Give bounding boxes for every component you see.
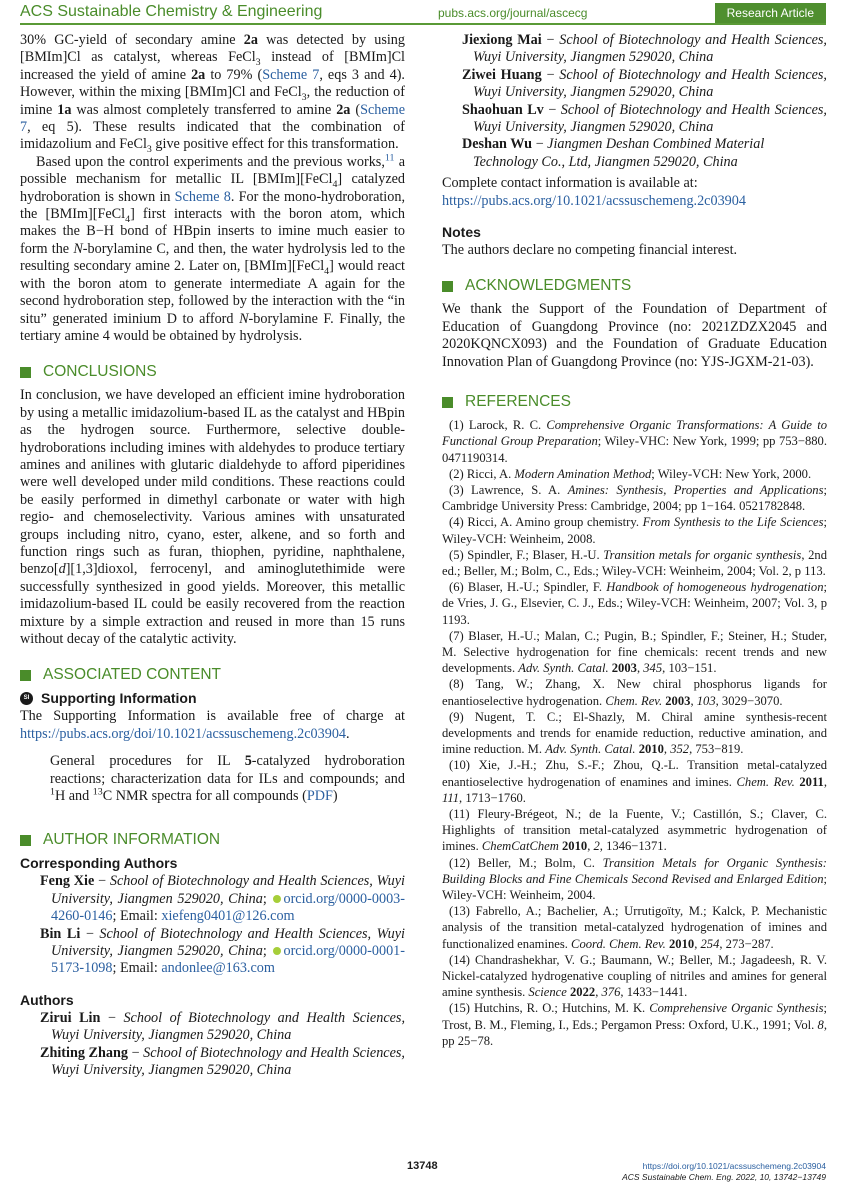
text-run: 2010 [558,839,588,854]
text-run: , 1346−1371. [599,839,667,854]
text-run: (3) Lawrence, S. A. [449,482,568,497]
text-run: Comprehensive Organic Synthesis [649,1001,824,1016]
section-heading-author-information [20,831,405,849]
text-run: . [346,725,350,742]
text-run: ; Wiley-VCH: Weinheim, 2008. [442,515,827,546]
text-run: 2a [336,101,351,118]
text-run: 2003 [608,661,637,676]
text-run: 13 [92,786,103,798]
page-header [20,3,826,23]
corresponding-author-entry [40,873,405,925]
author-entry [40,1045,405,1080]
text-run: 2a [243,32,258,48]
acknowledgments-text: We thank the Support of the Foundation of Department of Education of Guangdong Province (no: 2021ZDZX2045 and 2020KQNCX093) and the Foundation of Graduate Education Innovation Plan of Guangdong Province (no: YJS-JGXM-21-03). [442,301,827,370]
section-square-icon [442,397,453,408]
text-run: -borylamine F. Finally, the tertiary amine 4 would be obtained by hydrolysis. [20,310,406,344]
text-run: , 273−287. [719,936,774,951]
text-run: ; de Vries, J. G., Elsevier, C. J., Eds.; Wiley-VCH: Weinheim, 2007; Vol. 3, p 1193. [442,580,827,627]
text-run: instead of [BMIm]Cl increased the yield of amine [20,49,405,83]
text-run: − [541,32,560,48]
text-run: , eq 5). These results indicated that the combination of imidazolium and FeCl [20,119,405,153]
text-run: School of Biotechnology and Health Sciences, Wuyi University, Jiangmen 529020, China [473,66,827,101]
text-run: ; Wiley-VCH: New York, 2000. [651,466,812,481]
text-run: -borylamine C, and then, the water hydrolysis led to the resulting secondary amine 2. Later on, [BMIm][FeCl [20,240,405,275]
text-run: − [94,873,110,890]
text-run: H and [54,788,93,805]
reference-list [442,417,827,1049]
section-square-icon [20,367,31,378]
right-column [442,32,827,1049]
text-run: , 103−151. [662,661,717,676]
text-run: (7) Blaser, H.-U.; Malan, C.; Pugin, B.; Spindler, F.; Steiner, H.; Studer, M. Selective hydrogenation for fine chemicals: recent trends and new developments. [442,628,827,676]
text-run: -catalyzed hydroboration reactions; characterization data for ILs and compounds; and [50,753,405,787]
text-run: ASSOCIATED CONTENT [43,666,221,684]
footer-citation: ACS Sustainable Chem. Eng. 2022, 10, 13742−13749 [622,1172,826,1182]
reference-item [442,417,827,466]
text-run: (9) Nugent, T. C.; El-Shazly, M. Chiral amine synthesis-recent developments and trends for enamide reduction, reductive amination, and imine reduction. M. [442,709,827,757]
text-run: Adv. Synth. Catal. [518,661,609,676]
reference-item: (8) Tang, W.; Zhang, X. New chiral phosphorus ligands for enantioselective hydrogenation. Chem. Rev. 2003, 103, 3029−3070. [442,677,827,708]
text-run: ; [262,943,272,960]
left-column [20,32,405,1080]
text-run: Transition Metals for Organic Synthesis: Building Blocks and Fine Chemicals Second Revised and Enlarged Edition [442,855,827,886]
corresponding-author-entry [40,926,405,978]
text-run: Feng Xie [40,873,95,890]
reference-item: (14) Chandrashekhar, V. G.; Baumann, W.; Beller, M.; Jagadeesh, R. V. Nickel-catalyzed hydrogenative coupling of nitriles and amines for general amine synthesis. Science 2022, 376, 1433−1441. [442,952,827,1000]
orcid-icon [273,895,281,903]
supporting-information-heading [20,690,405,706]
text-run: Adv. Synth. Catal. [545,742,636,757]
reference-item: (9) Nugent, T. C.; El-Shazly, M. Chiral amine synthesis-recent developments and trends for enamide reduction, reductive amination, and imine reduction. M. Adv. Synth. Catal. 2010, 352, 753−819. [442,709,827,757]
scheme-7-link[interactable]: Scheme 7 [262,66,320,83]
authors-heading: Authors [20,991,74,1008]
text-run: ; Wiley-VHC: New York, 1999; pp 753−880. 0471190314. [442,434,827,465]
text-run: Handbook of homogeneous hydrogenation [606,580,824,595]
notes-text: The authors declare no competing financial interest. [442,242,738,259]
supporting-info-icon: SI [20,692,33,705]
text-run: (8) Tang, W.; Zhang, X. New chiral phosphorus ligands for enantioselective hydrogenation. [442,677,827,708]
section-square-icon [442,281,453,292]
section-heading-references [442,393,827,411]
text-run: 254 [700,936,720,951]
si-doi-link[interactable]: https://pubs.acs.org/doi/10.1021/acssuschemeng.2c03904 [20,725,347,742]
text-run: (10) Xie, J.-H.; Zhu, S.-F.; Zhou, Q.-L. Transition metal-catalyzed enantioselective hydrogenation of enamines and imines. [442,758,827,789]
text-run: 4 [332,179,338,191]
reference-item [442,547,827,579]
scheme-8-link[interactable]: Scheme 8 [174,188,231,205]
author-entry [462,136,827,171]
section-heading-acknowledgments [442,277,827,295]
si-pdf-link[interactable]: PDF [306,788,333,805]
text-run: (1) Larock, R. C. [449,418,547,433]
text-run: School of Biotechnology and Health Sciences, Wuyi University, Jiangmen 529020, China [473,32,827,66]
text-run: Chem. Rev. [736,774,795,789]
text-run: Supporting Information [41,690,197,707]
text-run: (14) Chandrashekhar, V. G.; Baumann, W.; Beller, M.; Jagadeesh, R. V. Nickel-catalyzed hydrogenative coupling of nitriles and amines for general amine synthesis. [442,952,827,1000]
text-run: 2a [191,66,206,83]
text-run: 345 [643,661,663,676]
text-run: The Supporting Information is available free of charge at [20,708,405,725]
text-run: ] would react with the boron atom to generate intermediate A again for the second hydroboration step, followed by the interaction with the “in situ” generated iminium D to afford [20,258,405,327]
text-run: 2011 [794,774,824,789]
page-number: 13748 [407,1160,438,1172]
text-run: ; Wiley-VCH: Weinheim, 2004. [442,871,827,902]
text-run: ; Email: [112,960,162,977]
text-run: ; Cambridge University Press: Cambridge, 2004; pp 1−164. 0521782848. [442,482,828,514]
text-run: , 1433−1441. [620,985,688,1000]
text-run: (15) Hutchins, R. O.; Hutchins, M. K. [449,1001,650,1016]
journal-url-link[interactable]: pubs.acs.org/journal/ascecg [438,6,588,20]
text-run: , 3029−3070. [715,693,783,708]
text-run: 2022 [566,985,596,1000]
text-run: 4 [125,213,131,225]
si-availability-text [20,708,405,743]
reference-item: (13) Fabrello, A.; Bachelier, A.; Urrutigoïty, M.; Kalck, P. Mechanistic analysis of the transition metal-catalyzed hydrogenation of imines and functionalized enamines. Coord. Chem. Rev. 2010, 254, 273−287. [442,904,827,951]
body-paragraph [20,32,405,154]
text-run: 3 [255,57,261,69]
email-link[interactable]: andonlee@163.com [161,960,275,977]
text-run: In conclusion, we have developed an efficient imine hydroboration by using a metallic imidazolium-based IL as the catalyst and HBpin as the hydrogen source. Furthermore, selective double-hydroborations including imines with aldehydes to produce tertiary amines and anilines with glutaric dialdehyde to afford piperidines were well developed under mild conditions. These reactions could be easily performed in dimethyl carbonate or water with high regio- and chemoselectivity. Various amines with unsaturated groups including nitro, cyano, ester, alkene, and so forth and function rings such as furan, thiophen, pyridine, naphthalene, benzo[ [20,387,405,578]
text-run: 8 [817,1017,824,1032]
conclusions-paragraph [20,387,405,648]
text-run: Comprehensive Organic Transformations: A Guide to Functional Group Preparation [442,418,827,449]
author-entry [462,67,827,102]
text-run: Zhiting Zhang [40,1044,128,1061]
text-run: a possible mechanism for metallic IL [BMIm][FeCl [20,153,405,188]
footer-doi-link[interactable]: https://doi.org/10.1021/acssuschemeng.2c03904 [642,1161,826,1171]
text-run: N [239,310,249,327]
text-run: − [100,1009,124,1026]
text-run: 2003 [662,693,691,708]
text-run: , the reduction of imine [20,84,405,118]
section-square-icon [20,670,31,681]
text-run: (11) Fleury-Brégeot, N.; de la Fuente, V.; Castillón, S.; Claver, C. Highlights of transition metal-catalyzed asymmetric hydrogenation of imines. [442,806,827,854]
text-run: ; Email: [112,908,162,925]
text-run: 103 [696,693,716,708]
reference-item [442,514,827,546]
email-link[interactable]: xiefeng0401@126.com [161,908,295,925]
text-run: 1 [50,786,55,798]
orcid-link[interactable]: orcid.org/0000-0001-5173-1098 [51,943,405,977]
journal-title: ACS Sustainable Chemistry & Engineering [20,3,323,20]
reference-item [442,466,827,482]
text-run: (2) Ricci, A. [449,466,515,481]
text-run: 1a [57,101,72,118]
text-run: 30% GC-yield of secondary amine [20,32,244,48]
text-run: From Synthesis to the Life Sciences [642,515,824,530]
text-run: (13) Fabrello, A.; Bachelier, A.; Urrutigoïty, M.; Kalck, P. Mechanistic analysis of the transition metal-catalyzed hydrogenation of imines and functionalized enamines. [442,904,827,951]
text-run: was detected by using [BMIm]Cl as catalyst, whereas FeCl [20,32,405,66]
text-run: (12) Beller, M.; Bolm, C. [449,855,603,870]
text-run: − [532,136,548,153]
section-square-icon [20,835,31,846]
text-run: , eqs 3 and 4). However, within the mixing [BMIm]Cl and FeCl [20,66,405,101]
text-run: to 79% ( [205,66,263,83]
text-run: Deshan Wu [462,136,533,153]
text-run: was almost completely transferred to amine [71,101,337,118]
text-run: N [73,240,83,257]
orcid-icon [273,947,281,955]
contact-info-link[interactable]: https://pubs.acs.org/10.1021/acssuschemeng.2c03904 [442,192,746,209]
text-run: − [541,66,560,83]
text-run: 5 [244,753,252,770]
text-run: School of Biotechnology and Health Sciences, Wuyi University, Jiangmen 529020, China [51,1044,405,1079]
si-description [50,753,405,805]
body-paragraph [20,154,405,345]
text-run: C NMR spectra for all compounds ( [102,788,307,805]
reference-item [442,579,827,628]
text-run: School of Biotechnology and Health Sciences, Wuyi University, Jiangmen 529020, China [51,925,405,960]
text-run: 3 [301,92,307,104]
text-run: AUTHOR INFORMATION [43,831,221,849]
text-run: d [58,561,66,578]
text-run: ] catalyzed hydroboration is shown in [20,171,406,205]
text-run: Transition metals for organic synthesis [603,547,802,562]
text-run: Bin Li [40,925,81,942]
header-rule [20,23,826,25]
text-run: 3 [146,144,152,156]
text-run: ] first interacts with the boron atom, which makes the B−H bond of HBpin inserts to imine much easier to form the [20,206,405,257]
reference-item: (7) Blaser, H.-U.; Malan, C.; Pugin, B.; Spindler, F.; Steiner, H.; Studer, M. Selective hydrogenation for fine chemicals: recent trends and new developments. Adv. Synth. Catal. 2003, 345, 103−151. [442,628,827,676]
text-run: 376 [601,985,621,1000]
text-run: Shaohuan Lv [462,101,544,118]
text-run: School of Biotechnology and Health Sciences, Wuyi University, Jiangmen 529020, China [51,873,405,907]
text-run: , 2nd ed.; Beller, M.; Bolm, C., Eds.; Wiley-VCH: Weinheim, 2004; Vol. 2, p 113. [442,547,828,578]
text-run: Ziwei Huang [462,66,542,83]
text-run: (6) Blaser, H.-U.; Spindler, F. [449,580,607,595]
text-run: Coord. Chem. Rev. [571,936,666,951]
text-run: give positive effect for this transformation. [151,136,399,153]
text-run: 352 [670,742,690,757]
text-run: General procedures for IL [50,753,245,770]
author-entry [40,1010,405,1045]
text-run: , 1713−1760. [459,790,526,805]
text-run: 2010 [665,936,695,951]
text-run: Jiangmen Deshan Combined Material Technology Co., Ltd, Jiangmen 529020, China [473,136,765,170]
citation-link[interactable]: 11 [384,152,395,164]
text-run: REFERENCES [465,393,571,411]
reference-item: (10) Xie, J.-H.; Zhu, S.-F.; Zhou, Q.-L. Transition metal-catalyzed enantioselective hydrogenation of enamines and imines. Chem. Rev. 2011, 111, 1713−1760. [442,758,827,805]
text-run: (5) Spindler, F.; Blaser, H.-U. [449,547,604,562]
author-entry [462,102,827,137]
text-run: Based upon the control experiments and the previous works, [36,153,385,170]
author-entry [462,32,827,67]
text-run: 2 [593,839,600,854]
text-run: School of Biotechnology and Health Sciences, Wuyi University, Jiangmen 529020, China [473,101,827,136]
text-run: , 753−819. [689,742,744,757]
text-run: ) [332,788,338,805]
notes-heading: Notes [442,224,481,241]
orcid-link[interactable]: orcid.org/0000-0003-4260-0146 [51,890,405,925]
text-run: , pp 25−78. [442,1017,827,1048]
section-heading-associated-content [20,666,405,684]
text-run: 4 [324,266,330,278]
text-run: 111 [442,790,460,805]
reference-item [442,855,827,904]
scheme-7-link[interactable]: Scheme 7 [20,101,405,136]
corresponding-authors-heading: Corresponding Authors [20,855,178,872]
text-run: CONCLUSIONS [43,363,157,381]
text-run: ACKNOWLEDGMENTS [465,277,632,295]
contact-info-text [442,175,827,210]
text-run: Jiexiong Mai [462,32,542,48]
text-run: (4) Ricci, A. Amino group chemistry. [449,515,643,530]
text-run: Complete contact information is available at: [442,175,698,192]
reference-item: (11) Fleury-Brégeot, N.; de la Fuente, V.; Castillón, S.; Claver, C. Highlights of transition metal-catalyzed asymmetric hydrogenation of imines. ChemCatChem 2010, 2, 1346−1371. [442,806,827,854]
text-run: − [543,101,561,118]
text-run: ChemCatChem [481,839,559,854]
reference-item [442,1000,827,1049]
article-type-badge: Research Article [715,3,826,24]
text-run: Chem. Rev. [605,693,663,708]
text-run: . For the mono-hydroboration, the [BMIm][FeCl [20,188,405,223]
text-run: ( [350,101,361,118]
text-run: Amines: Synthesis, Properties and Applications [567,482,824,497]
text-run: Modern Amination Method [514,466,652,481]
text-run: ][1,3]dioxol, ferrocenyl, and aminoglutethimide were successfully synthesized in good yields. Moreover, this metallic imidazolium-based IL could be easily recovered from the reaction mixture by a simple extraction and reused in more than 15 runs without decay of the catalytic activity. [20,561,405,647]
text-run: Science [528,985,567,1000]
reference-item [442,482,827,514]
section-heading-conclusions [20,363,405,381]
text-run: School of Biotechnology and Health Sciences, Wuyi University, Jiangmen 529020, China [51,1009,405,1044]
text-run: Zirui Lin [40,1009,101,1026]
text-run: ; [262,890,272,907]
text-run: − [80,925,100,942]
text-run: − [127,1044,144,1061]
text-run: ; Trost, B. M., Fleming, I., Eds.; Pergamon Press: Oxford, U.K., 1991; Vol. [442,1001,827,1032]
text-run: 2010 [635,742,664,757]
